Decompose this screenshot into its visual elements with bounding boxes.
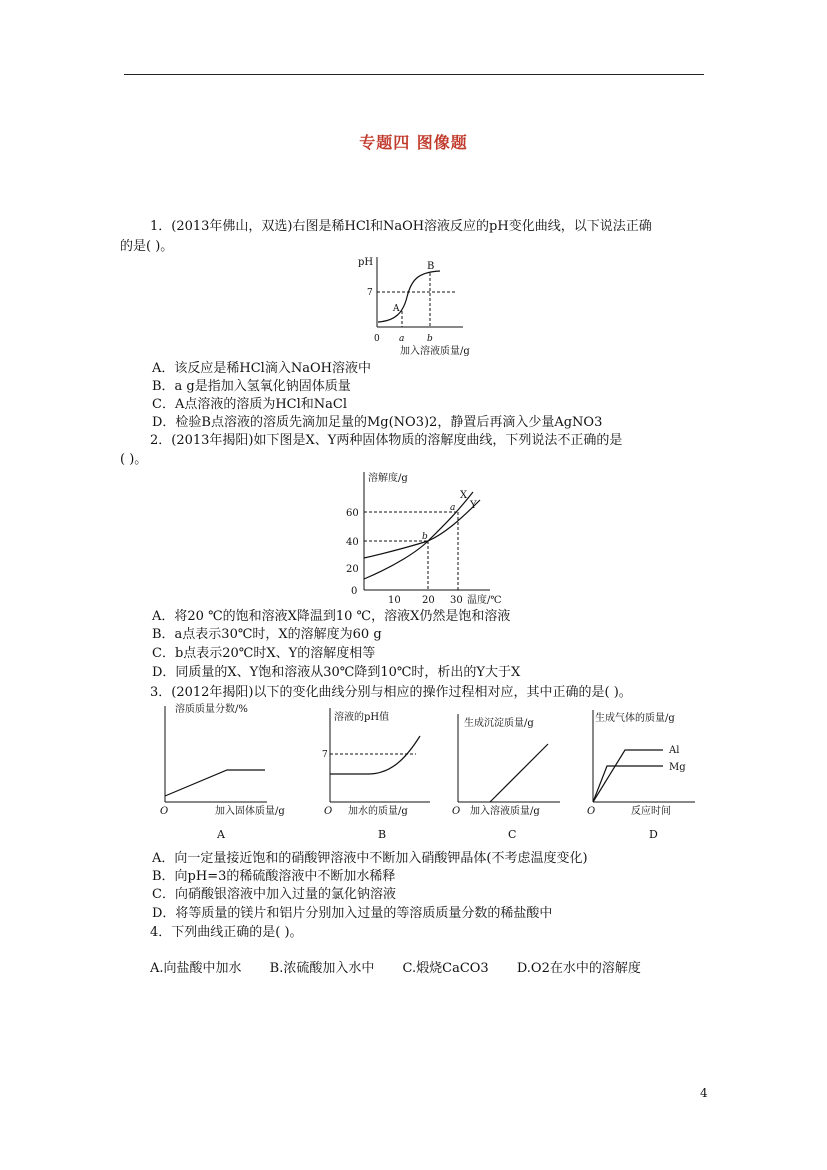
q1-tick-7: 7 xyxy=(367,288,373,298)
q3b-x-axis-label: 加水的质量/g xyxy=(348,806,408,817)
q3-option-c: C．向硝酸银溶液中加入过量的氯化钠溶液 xyxy=(152,887,396,902)
q4-stem: 4．下列曲线正确的是( )。 xyxy=(150,925,303,940)
q1-point-a-label: A xyxy=(393,304,400,314)
page-number: 4 xyxy=(700,1086,708,1100)
q4-choice-a: A.向盐酸中加水 xyxy=(150,961,242,976)
q2-point-b: b xyxy=(422,532,428,542)
q4-choice-c: C.煅烧CaCO3 xyxy=(402,961,489,976)
q1-stem-line1: 1．(2013年佛山，双选)右图是稀HCl和NaOH溶液反应的pH变化曲线，以下说法正确 xyxy=(150,219,652,234)
q2-option-c: C．b点表示20℃时X、Y的溶解度相等 xyxy=(152,646,376,661)
q3-option-b: B．向pH=3的稀硫酸溶液中不断加水稀释 xyxy=(152,869,396,884)
q3a-letter: A xyxy=(217,828,225,841)
q3-option-d: D．将等质量的镁片和铝片分别加入过量的等溶质质量分数的稀盐酸中 xyxy=(152,906,553,921)
q2-stem-line2: ( )。 xyxy=(120,452,148,467)
q2-x-axis-label: 温度/℃ xyxy=(467,595,502,606)
q2-option-d: D．同质量的X、Y饱和溶液从30℃降到10℃时，析出的Y大于X xyxy=(152,665,521,680)
q3-graph-b xyxy=(320,700,440,840)
q4-choice-d: D.O2在水中的溶解度 xyxy=(516,961,641,976)
q1-option-a: A．该反应是稀HCl滴入NaOH溶液中 xyxy=(152,361,371,376)
q2-label-x: X xyxy=(460,490,468,501)
q1-y-axis-label: pH xyxy=(358,257,374,268)
q2-xtick-10: 10 xyxy=(388,595,401,606)
q1-x-axis-label: 加入溶液质量/g xyxy=(400,346,470,357)
q3-graph-c xyxy=(448,700,568,840)
q3d-origin: O xyxy=(587,806,596,817)
q3d-letter: D xyxy=(649,828,658,841)
q3c-origin: O xyxy=(452,806,461,817)
q2-xtick-20: 20 xyxy=(422,595,435,606)
q3a-y-axis-label: 溶质质量分数/% xyxy=(175,704,248,715)
q2-option-a: A．将20 ℃的饱和溶液X降温到10 ℃，溶液X仍然是饱和溶液 xyxy=(152,609,511,624)
q3d-label-mg: Mg xyxy=(669,762,686,773)
q3b-origin: O xyxy=(324,806,333,817)
q1-point-b-label: B xyxy=(427,261,435,272)
q2-ytick-20: 20 xyxy=(346,564,359,575)
page-title: 专题四 图像题 xyxy=(359,133,468,152)
q4-choice-b: B.浓硫酸加入水中 xyxy=(269,961,375,976)
q2-ytick-40: 40 xyxy=(346,537,359,548)
q3c-y-axis-label: 生成沉淀质量/g xyxy=(464,718,534,729)
q3c-x-axis-label: 加入溶液质量/g xyxy=(470,806,540,817)
q3b-letter: B xyxy=(378,828,387,841)
q1-origin: 0 xyxy=(374,334,380,344)
q2-xtick-30: 30 xyxy=(450,595,463,606)
q3-stem: 3．(2012年揭阳)以下的变化曲线分别与相应的操作过程相对应，其中正确的是( )。 xyxy=(150,685,632,700)
q2-y-axis-label: 溶解度/g xyxy=(368,473,408,484)
q3-graph-d xyxy=(585,700,705,840)
q3-option-a: A．向一定量接近饱和的硝酸钾溶液中不断加入硝酸钾晶体(不考虑温度变化) xyxy=(152,851,588,866)
q1-tick-b: b xyxy=(427,334,433,344)
q3-graph-a xyxy=(155,700,285,841)
q3b-y-axis-label: 溶液的pH值 xyxy=(334,712,390,723)
q2-label-y: Y xyxy=(470,500,477,511)
q3d-label-al: Al xyxy=(669,745,680,756)
q1-ph-graph xyxy=(355,255,515,365)
q3b-tick-7: 7 xyxy=(322,750,328,760)
q1-option-d: D．检验B点溶液的溶质先滴加足量的Mg(NO3)2，静置后再滴入少量AgNO3 xyxy=(152,415,603,430)
q2-ytick-60: 60 xyxy=(346,508,359,519)
q1-option-b: B．a g是指加入氢氧化钠固体质量 xyxy=(152,379,351,394)
q2-ytick-0: 0 xyxy=(351,586,358,597)
q1-tick-a: a xyxy=(399,334,405,344)
q3a-origin: O xyxy=(160,806,169,817)
q2-option-b: B．a点表示30℃时，X的溶解度为60 g xyxy=(152,627,382,642)
header-rule xyxy=(124,74,704,75)
q2-point-a: a xyxy=(450,503,456,513)
q2-solubility-graph xyxy=(340,468,520,608)
q3a-x-axis-label: 加入固体质量/g xyxy=(215,806,285,817)
q3c-letter: C xyxy=(508,828,517,841)
q1-stem-line2: 的是( )。 xyxy=(120,239,174,254)
q3d-x-axis-label: 反应时间 xyxy=(631,806,671,817)
q2-stem-line1: 2．(2013年揭阳)如下图是X、Y两种固体物质的溶解度曲线，下列说法不正确的是 xyxy=(150,433,623,448)
q1-option-c: C．A点溶液的溶质为HCl和NaCl xyxy=(152,397,348,412)
q4-choices xyxy=(150,960,665,978)
q3d-y-axis-label: 生成气体的质量/g xyxy=(595,713,675,724)
